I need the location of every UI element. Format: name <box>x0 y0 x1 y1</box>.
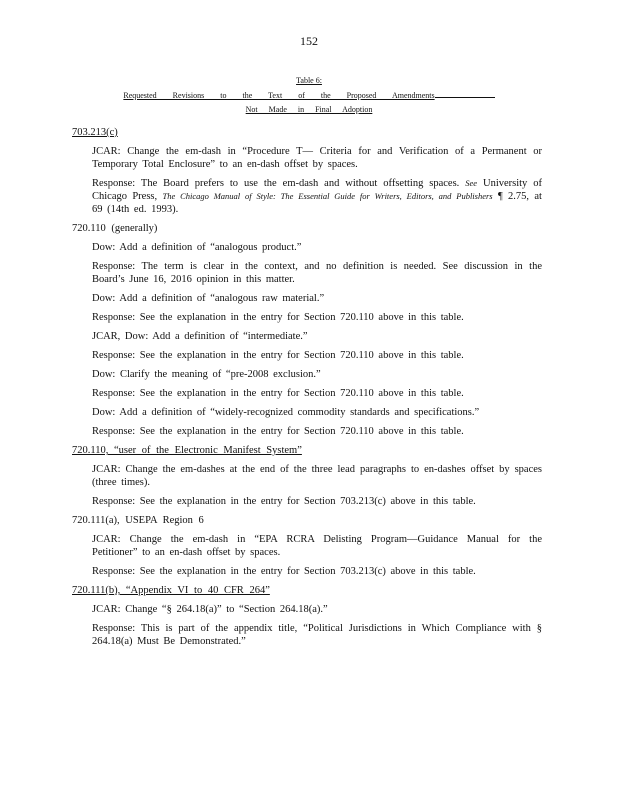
comment-entry: JCAR: Change the em-dashes at the end of the three lead paragraphs to en-dashes offset by spaces (three times). <box>92 464 542 488</box>
section-heading: 720.111(b), “Appendix VI to 40 CFR 264” <box>72 585 270 596</box>
comment-entry: JCAR: Change the em-dash in “Procedure T— Criteria for and Verification of a Permanent or Temporary Total Enclosure” to an en-dash offset by spaces. <box>92 146 542 170</box>
response-entry: Response: See the explanation in the entry for Section 720.110 above in this table. <box>92 388 464 399</box>
comment-entry: JCAR, Dow: Add a definition of “intermediate.” <box>92 331 308 342</box>
section-703-213c <box>72 126 542 216</box>
table-title-line1: Table 6: <box>296 76 322 85</box>
comment-entry: Dow: Clarify the meaning of “pre-2008 exclusion.” <box>92 369 321 380</box>
response-entry: Response: See the explanation in the entry for Section 720.110 above in this table. <box>92 426 464 437</box>
comment-entry: JCAR: Change “§ 264.18(a)” to “Section 264.18(a).” <box>92 604 328 615</box>
section-720-110-user-electronic-manifest <box>72 444 542 508</box>
table-body <box>72 126 542 654</box>
section-720-110-generally <box>72 222 542 438</box>
comment-entry: Dow: Add a definition of “widely-recognized commodity standards and specifications.” <box>92 407 480 418</box>
title-underline-rule <box>435 88 495 98</box>
response-entry: Response: The Board prefers to use the em-dash and without offsetting spaces. See University of Chicago Press, The Chicago Manual of Style: The Essential Guide for Writers, Editors, and Publishers ¶ 2.75, at 69 (14th ed. 1993). <box>92 178 542 215</box>
response-entry: Response: See the explanation in the entry for Section 703.213(c) above in this table. <box>92 496 476 507</box>
table-title-line3: Not Made in Final Adoption <box>245 105 373 114</box>
table-title <box>0 74 618 117</box>
response-entry: Response: See the explanation in the entry for Section 703.213(c) above in this table. <box>92 566 476 577</box>
comment-entry: Dow: Add a definition of “analogous raw material.” <box>92 293 325 304</box>
table-title-line2: Requested Revisions to the Text of the Proposed Amendments <box>123 91 435 100</box>
section-720-111a <box>72 514 542 578</box>
section-heading: 720.110, “user of the Electronic Manifest System” <box>72 445 302 456</box>
section-heading: 720.110 (generally) <box>72 223 158 234</box>
response-entry: Response: This is part of the appendix title, “Political Jurisdictions in Which Compliance with § 264.18(a) Must Be Demonstrated.” <box>92 623 542 647</box>
response-entry: Response: See the explanation in the entry for Section 720.110 above in this table. <box>92 312 464 323</box>
section-heading: 703.213(c) <box>72 127 118 138</box>
response-entry: Response: The term is clear in the context, and no definition is needed. See discussion in the Board’s June 16, 2016 opinion in this matter. <box>92 261 542 285</box>
comment-entry: Dow: Add a definition of “analogous product.” <box>92 242 302 253</box>
comment-entry: JCAR: Change the em-dash in “EPA RCRA Delisting Program—Guidance Manual for the Petitioner” to an en-dash offset by spaces. <box>92 534 542 558</box>
response-entry: Response: See the explanation in the entry for Section 720.110 above in this table. <box>92 350 464 361</box>
section-720-111b <box>72 584 542 648</box>
page-number: 152 <box>300 34 318 48</box>
section-heading: 720.111(a), USEPA Region 6 <box>72 515 204 526</box>
